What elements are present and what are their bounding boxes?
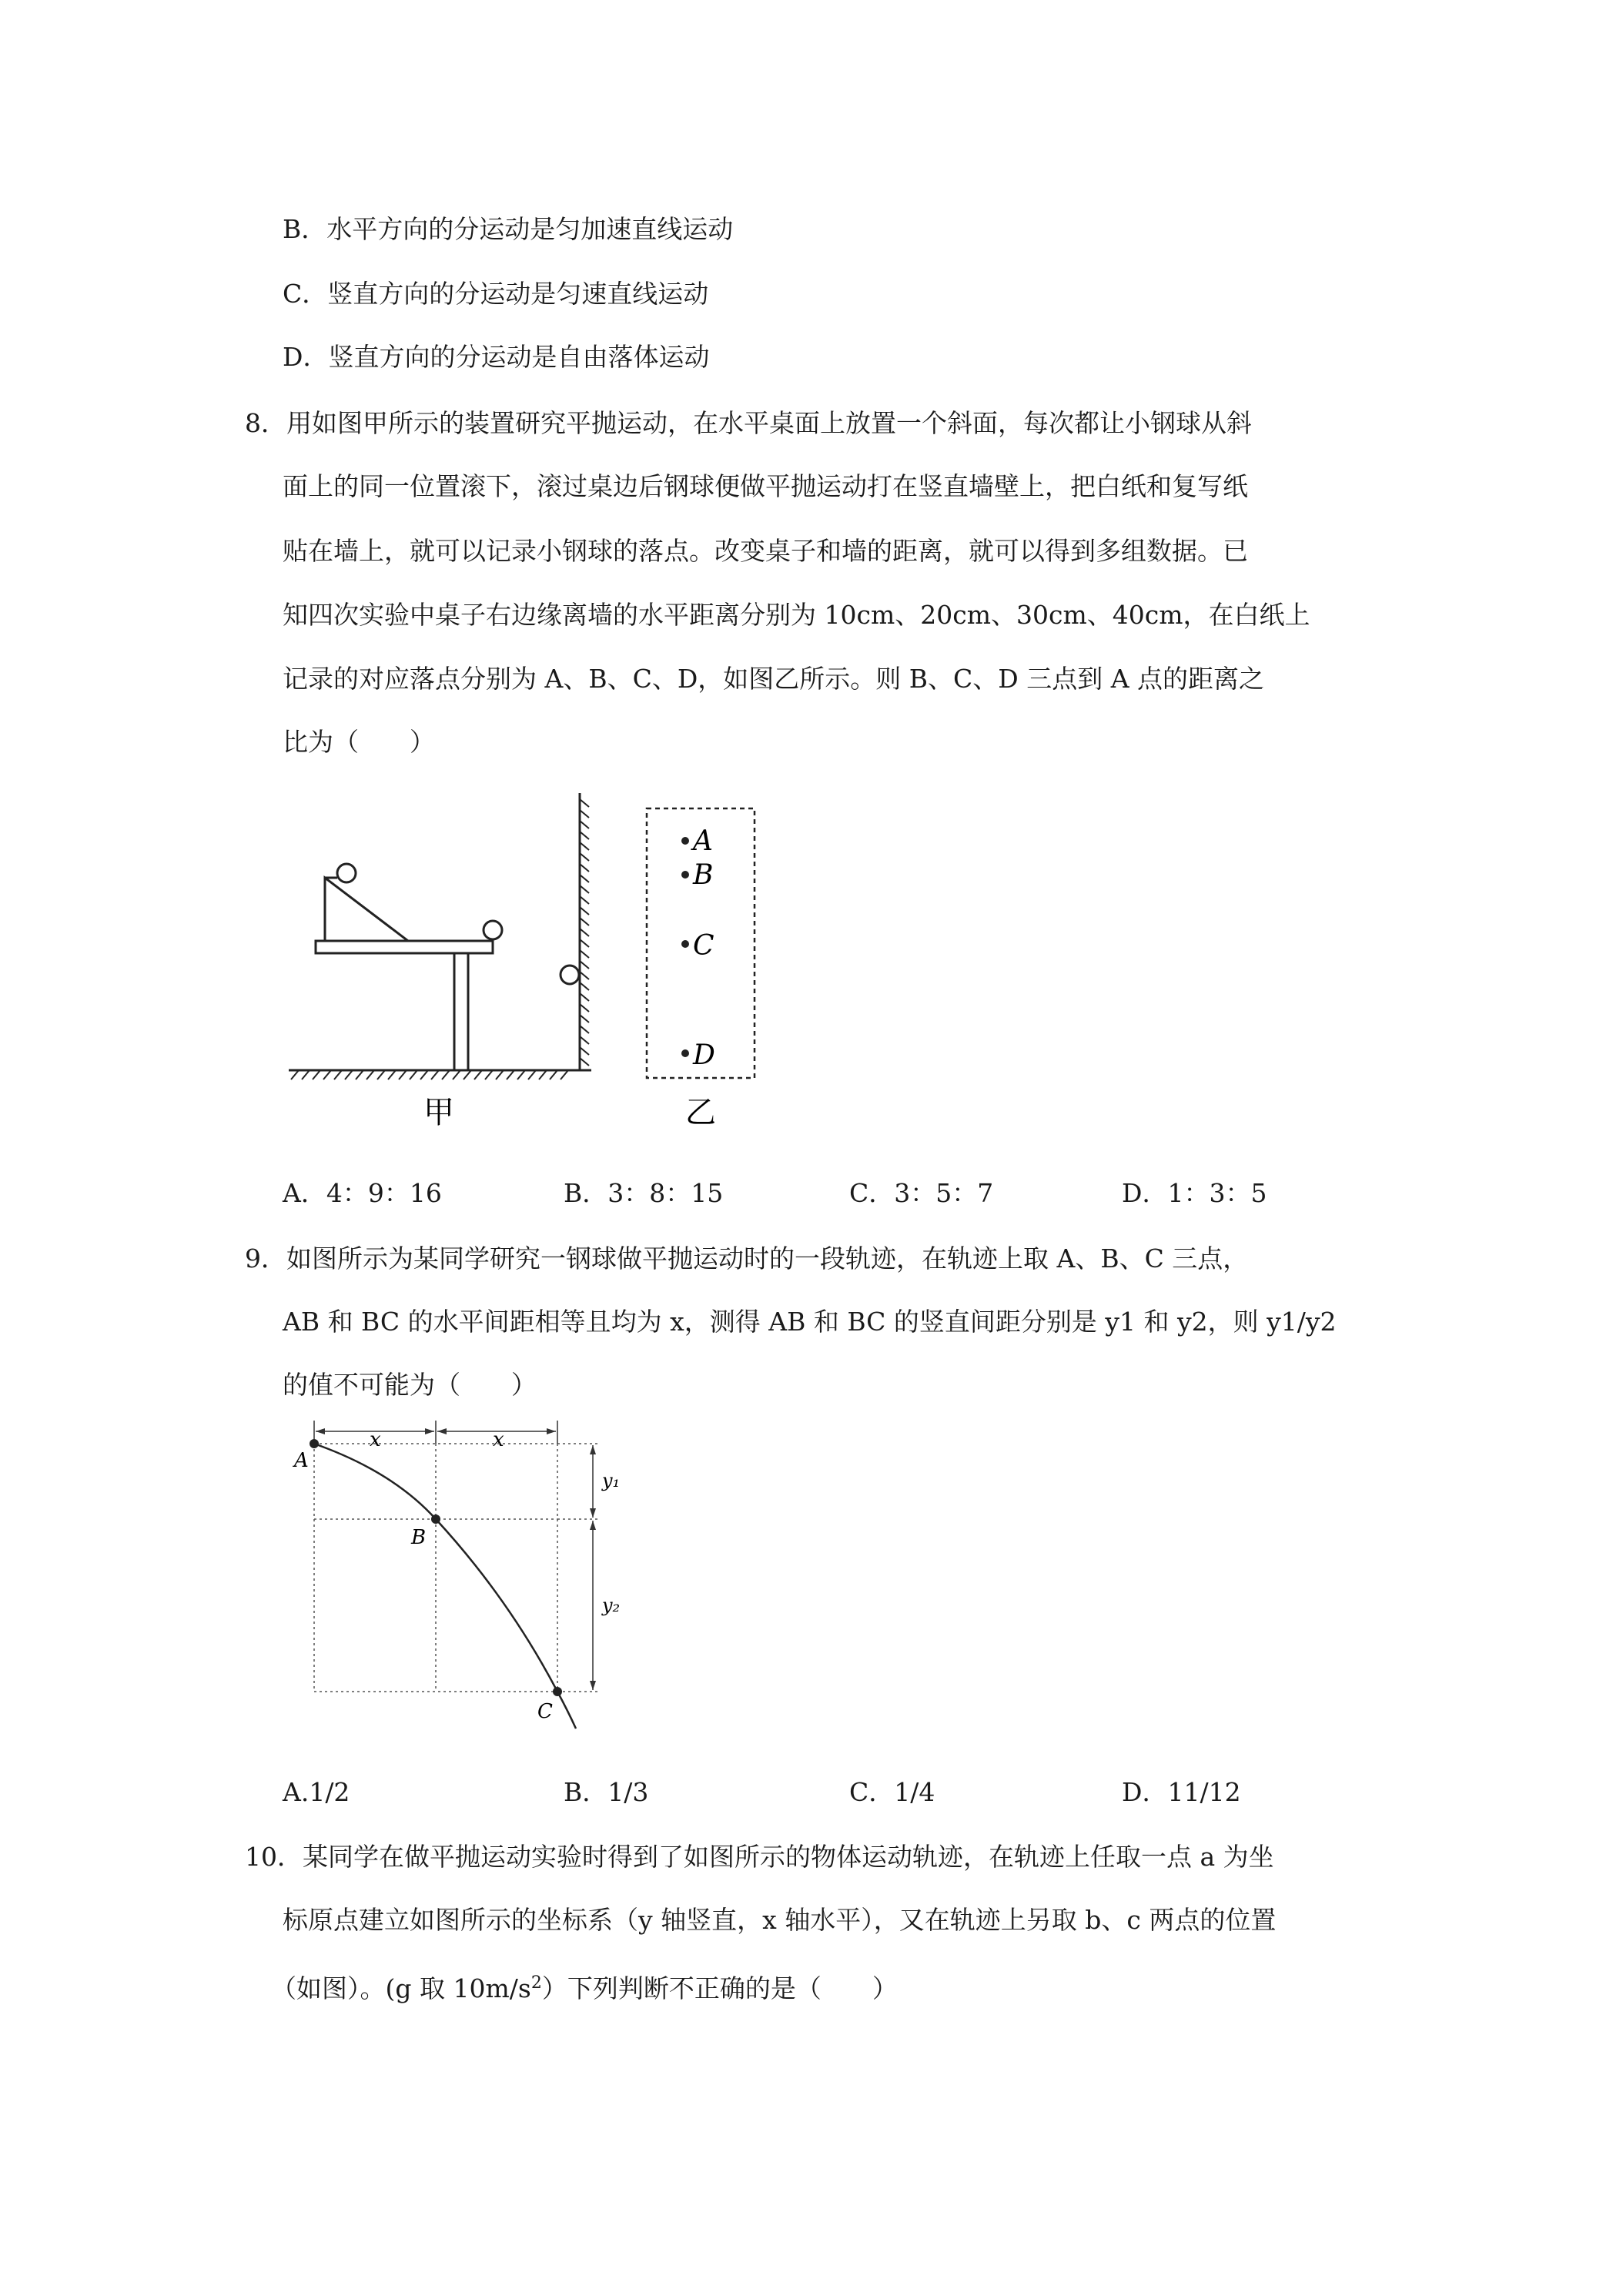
q9-label-y2: y₂ — [602, 1595, 621, 1616]
q10-line-3-b: ）下列判断不正确的是（ ） — [541, 1973, 898, 2003]
q9-option-b: B．1/3 — [564, 1777, 649, 1807]
q8-point-c: C — [693, 930, 714, 962]
q8-option-a: A．4：9：16 — [283, 1178, 442, 1208]
q8-line-6: 比为（ ） — [283, 727, 435, 757]
q8-option-b: B．3：8：15 — [564, 1178, 724, 1208]
q9-point-b: B — [411, 1526, 427, 1549]
q9-point-a: A — [294, 1449, 309, 1472]
q8-line-3: 贴在墙上，就可以记录小钢球的落点。改变桌子和墙的距离，就可以得到多组数据。已 — [283, 536, 1248, 566]
q9-label-x2: x — [493, 1428, 504, 1451]
q8-point-a: A — [693, 825, 713, 857]
q7-option-b: B．水平方向的分运动是匀加速直线运动 — [283, 214, 734, 244]
q8-line-5: 记录的对应落点分别为 A、B、C、D，如图乙所示。则 B、C、D 三点到 A 点的距离之 — [283, 664, 1265, 694]
q8-figure — [285, 793, 778, 1147]
q9-option-c: C．1/4 — [849, 1777, 935, 1807]
q8-point-b: B — [693, 859, 714, 891]
q8-option-d: D．1：3：5 — [1122, 1178, 1267, 1208]
q7-option-d: D．竖直方向的分运动是自由落体运动 — [283, 342, 710, 372]
q9-line-1: 9．如图所示为某同学研究一钢球做平抛运动时的一段轨迹，在轨迹上取 A、B、C 三点， — [245, 1243, 1249, 1274]
q10-line-3-sup: 2 — [530, 1973, 542, 1993]
q8-line-4: 知四次实验中桌子右边缘离墙的水平距离分别为 10cm、20cm、30cm、40cm，在白纸上 — [283, 600, 1310, 630]
q8-label-yi: 乙 — [685, 1095, 716, 1130]
q9-label-y1: y₁ — [602, 1470, 621, 1491]
q9-option-a: A.1/2 — [283, 1777, 350, 1807]
q7-option-c: C．竖直方向的分运动是匀速直线运动 — [283, 279, 709, 309]
q9-point-c: C — [537, 1700, 553, 1723]
q9-figure — [285, 1421, 631, 1759]
q8-line-2: 面上的同一位置滚下，滚过桌边后钢球便做平抛运动打在竖直墙壁上，把白纸和复写纸 — [283, 471, 1248, 501]
q9-label-x1: x — [370, 1428, 381, 1451]
q9-option-d: D．11/12 — [1122, 1777, 1241, 1807]
q8-line-1: 8．用如图甲所示的装置研究平抛运动，在水平桌面上放置一个斜面，每次都让小钢球从斜 — [245, 408, 1252, 438]
q9-line-2: AB 和 BC 的水平间距相等且均为 x，测得 AB 和 BC 的竖直间距分别是 y1 和 y2，则 y1/y2 — [283, 1307, 1337, 1337]
q10-line-3 — [271, 1968, 898, 2004]
q8-option-c: C．3：5：7 — [849, 1178, 994, 1208]
q8-point-d: D — [693, 1039, 715, 1071]
q9-line-3: 的值不可能为（ ） — [283, 1370, 537, 1400]
q10-line-3-a: （如图）。(g 取 10m/s — [271, 1973, 531, 2003]
q8-label-jia: 甲 — [423, 1095, 454, 1130]
q10-line-2: 标原点建立如图所示的坐标系（y 轴竖直，x 轴水平），又在轨迹上另取 b、c 两点的位置 — [283, 1905, 1277, 1935]
q10-line-1: 10．某同学在做平抛运动实验时得到了如图所示的物体运动轨迹，在轨迹上任取一点 a 为坐 — [245, 1842, 1274, 1872]
